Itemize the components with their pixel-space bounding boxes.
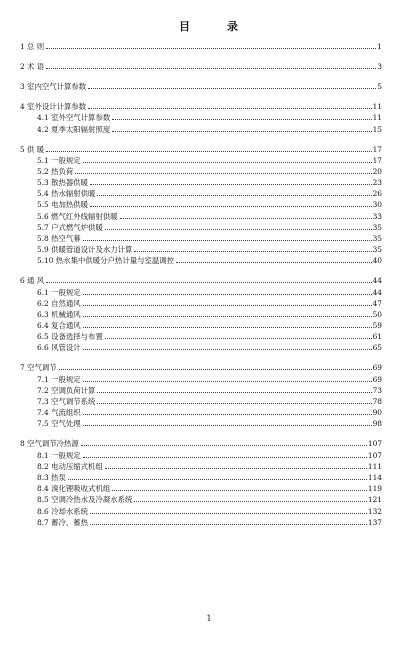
toc-entry-label: 8.6 冷却水系统 [37,506,89,516]
toc-chapter-entry[interactable] [20,437,382,448]
toc-entry-page: 65 [372,343,382,353]
leader-dots [105,229,372,230]
toc-entry-label: 7.2 空调负荷计算 [37,385,96,395]
toc-section-entry[interactable] [20,187,382,198]
toc-section-entry[interactable] [20,417,382,428]
toc-entry-page: 114 [367,472,382,482]
toc-entry-page: 69 [372,363,382,373]
toc-section-entry[interactable] [20,493,382,504]
toc-section-entry[interactable] [20,448,382,459]
leader-dots [88,88,376,89]
toc-entry-page: 98 [372,419,382,429]
toc-entry-page: 44 [372,276,382,286]
toc-entry-label: 5.10 热水集中供暖分户热计量与室温调控 [37,256,175,266]
toc-section-entry[interactable] [20,285,382,296]
toc-entry-page: 44 [372,287,382,297]
leader-dots [46,151,371,152]
table-of-contents [20,40,382,527]
leader-dots [83,425,372,426]
toc-entry-page: 107 [367,450,382,460]
toc-section-entry[interactable] [20,297,382,308]
group-gap [20,134,382,143]
leader-dots [83,381,372,382]
toc-entry-label: 4.1 室外空气计算参数 [37,113,111,123]
toc-entry-page: 50 [372,309,382,319]
toc-entry-page: 3 [377,62,382,72]
toc-entry-label: 5.6 燃气红外线辐射供暖 [37,211,118,221]
leader-dots [134,251,371,252]
toc-entry-label: 7.1 一般规定 [37,374,81,384]
leader-dots [83,240,372,241]
toc-section-entry[interactable] [20,504,382,515]
toc-entry-page: 47 [372,298,382,308]
toc-section-entry[interactable] [20,471,382,482]
toc-section-entry[interactable] [20,165,382,176]
toc-chapter-entry[interactable] [20,40,382,51]
toc-entry-label: 6 通 风 [20,276,45,286]
toc-entry-page: 20 [372,166,382,176]
leader-dots [83,327,372,328]
toc-entry-label: 8.1 一般规定 [37,450,81,460]
toc-entry-label: 5.4 热水辐射供暖 [37,189,96,199]
toc-entry-page: 90 [372,408,382,418]
toc-section-entry[interactable] [20,516,382,527]
toc-entry-page: 26 [372,189,382,199]
toc-entry-label: 7.4 气流组织 [37,408,81,418]
toc-entry-page: 73 [372,385,382,395]
toc-section-entry[interactable] [20,221,382,232]
toc-entry-label: 6.3 机械通风 [37,309,81,319]
toc-entry-page: 17 [372,144,382,154]
group-gap [20,71,382,80]
leader-dots [83,162,372,163]
toc-entry-page: 61 [372,332,382,342]
toc-entry-page: 30 [372,200,382,210]
toc-entry-label: 6.5 设备选择与布置 [37,332,103,342]
toc-section-entry[interactable] [20,372,382,383]
leader-dots [176,262,372,263]
leader-dots [112,131,371,132]
leader-dots [83,457,367,458]
toc-section-entry[interactable] [20,341,382,352]
leader-dots [83,349,372,350]
toc-entry-label: 8.4 溴化锂吸收式机组 [37,484,111,494]
toc-entry-label: 5.3 散热器供暖 [37,178,89,188]
leader-dots [97,195,371,196]
leader-dots [81,445,367,446]
leader-dots [83,305,372,306]
toc-section-entry[interactable] [20,198,382,209]
toc-entry-page: 17 [372,155,382,165]
toc-entry-label: 6.2 自然通风 [37,298,81,308]
toc-section-entry[interactable] [20,254,382,265]
toc-entry-label: 5.9 供暖管道设计及水力计算 [37,245,133,255]
toc-entry-label: 8.3 热泵 [37,472,66,482]
toc-section-entry[interactable] [20,232,382,243]
toc-entry-page: 107 [367,439,382,449]
group-gap [20,428,382,437]
toc-entry-page: 35 [372,234,382,243]
toc-section-entry[interactable] [20,122,382,133]
leader-dots [59,369,372,370]
toc-section-entry[interactable] [20,319,382,330]
toc-entry-page: 35 [372,222,382,232]
leader-dots [83,414,372,415]
title-char-1: 目 [179,20,191,33]
toc-chapter-entry[interactable] [20,60,382,71]
toc-chapter-entry[interactable] [20,100,382,111]
group-gap [20,91,382,100]
toc-entry-page: 11 [372,102,382,112]
toc-entry-label: 8.2 电动压缩式机组 [37,461,103,471]
leader-dots [83,294,372,295]
toc-entry-label: 2 术 语 [20,62,45,72]
leader-dots [75,173,371,174]
leader-dots [105,338,372,339]
leader-dots [120,218,372,219]
toc-section-entry[interactable] [20,395,382,406]
leader-dots [68,479,367,480]
title-char-2: 录 [227,20,239,33]
leader-dots [90,524,367,525]
toc-entry-label: 8.7 蓄冷、蓄热 [37,517,89,527]
toc-entry-label: 5.8 热空气幕 [37,234,81,243]
leader-dots [97,392,371,393]
leader-dots [90,206,372,207]
toc-entry-page: 40 [372,256,382,266]
toc-section-entry[interactable] [20,482,382,493]
toc-entry-page: 132 [367,506,382,516]
toc-entry-label: 8.5 空调冷热水及冷凝水系统 [37,495,133,505]
leader-dots [90,184,372,185]
toc-entry-label: 5.1 一般规定 [37,155,81,165]
toc-entry-page: 15 [372,124,382,134]
toc-section-entry[interactable] [20,384,382,395]
toc-entry-page: 69 [372,374,382,384]
toc-entry-page: 119 [367,484,382,494]
toc-entry-label: 5.5 电加热供暖 [37,200,89,210]
leader-dots [112,119,371,120]
toc-section-entry[interactable] [20,406,382,417]
toc-section-entry[interactable] [20,308,382,319]
leader-dots [46,68,376,69]
toc-entry-label: 6.1 一般规定 [37,287,81,297]
toc-entry-label: 4.2 夏季太阳辐射照度 [37,124,111,134]
toc-section-entry[interactable] [20,176,382,187]
toc-entry-page: 35 [372,245,382,255]
toc-entry-page: 137 [367,517,382,527]
toc-entry-label: 7 空气调节 [20,363,57,373]
leader-dots [134,501,366,502]
toc-entry-page: 11 [372,113,382,123]
toc-entry-label: 7.3 空气调节系统 [37,397,96,407]
toc-entry-page: 1 [377,42,382,52]
toc-entry-label: 4 室外设计计算参数 [20,102,87,112]
toc-entry-label: 6.6 风管设计 [37,343,81,353]
toc-entry-page: 5 [377,82,382,92]
toc-chapter-entry[interactable] [20,142,382,153]
toc-entry-label: 5 供 暖 [20,144,45,154]
toc-entry-page: 33 [372,211,382,221]
toc-section-entry[interactable] [20,209,382,220]
toc-entry-page: 23 [372,178,382,188]
toc-chapter-entry[interactable] [20,274,382,285]
toc-chapter-entry[interactable] [20,80,382,91]
leader-dots [88,108,371,109]
page-title [0,18,418,34]
group-gap [20,265,382,274]
toc-entry-label: 5.7 户式燃气炉供暖 [37,222,103,232]
leader-dots [112,490,367,491]
toc-entry-label: 5.2 热负荷 [37,166,74,176]
toc-entry-label: 7.5 空气处理 [37,419,81,429]
toc-section-entry[interactable] [20,154,382,165]
toc-entry-label: 6.4 复合通风 [37,321,81,331]
leader-dots [97,403,371,404]
toc-entry-page: 111 [367,461,382,471]
toc-section-entry[interactable] [20,330,382,341]
leader-dots [46,282,371,283]
leader-dots [46,48,376,49]
toc-entry-page: 78 [372,397,382,407]
toc-entry-label: 3 室内空气计算参数 [20,82,87,92]
toc-section-entry[interactable] [20,460,382,471]
group-gap [20,51,382,60]
group-gap [20,352,382,361]
toc-section-entry[interactable] [20,111,382,122]
leader-dots [83,316,372,317]
toc-entry-page: 121 [367,495,382,505]
leader-dots [90,513,367,514]
toc-entry-label: 1 总 则 [20,42,45,52]
toc-chapter-entry[interactable] [20,361,382,372]
toc-entry-page: 59 [372,321,382,331]
toc-entry-label: 8 空气调节冷热源 [20,439,79,449]
page-number: 1 [206,614,212,623]
toc-section-entry[interactable] [20,243,382,254]
leader-dots [105,468,367,469]
